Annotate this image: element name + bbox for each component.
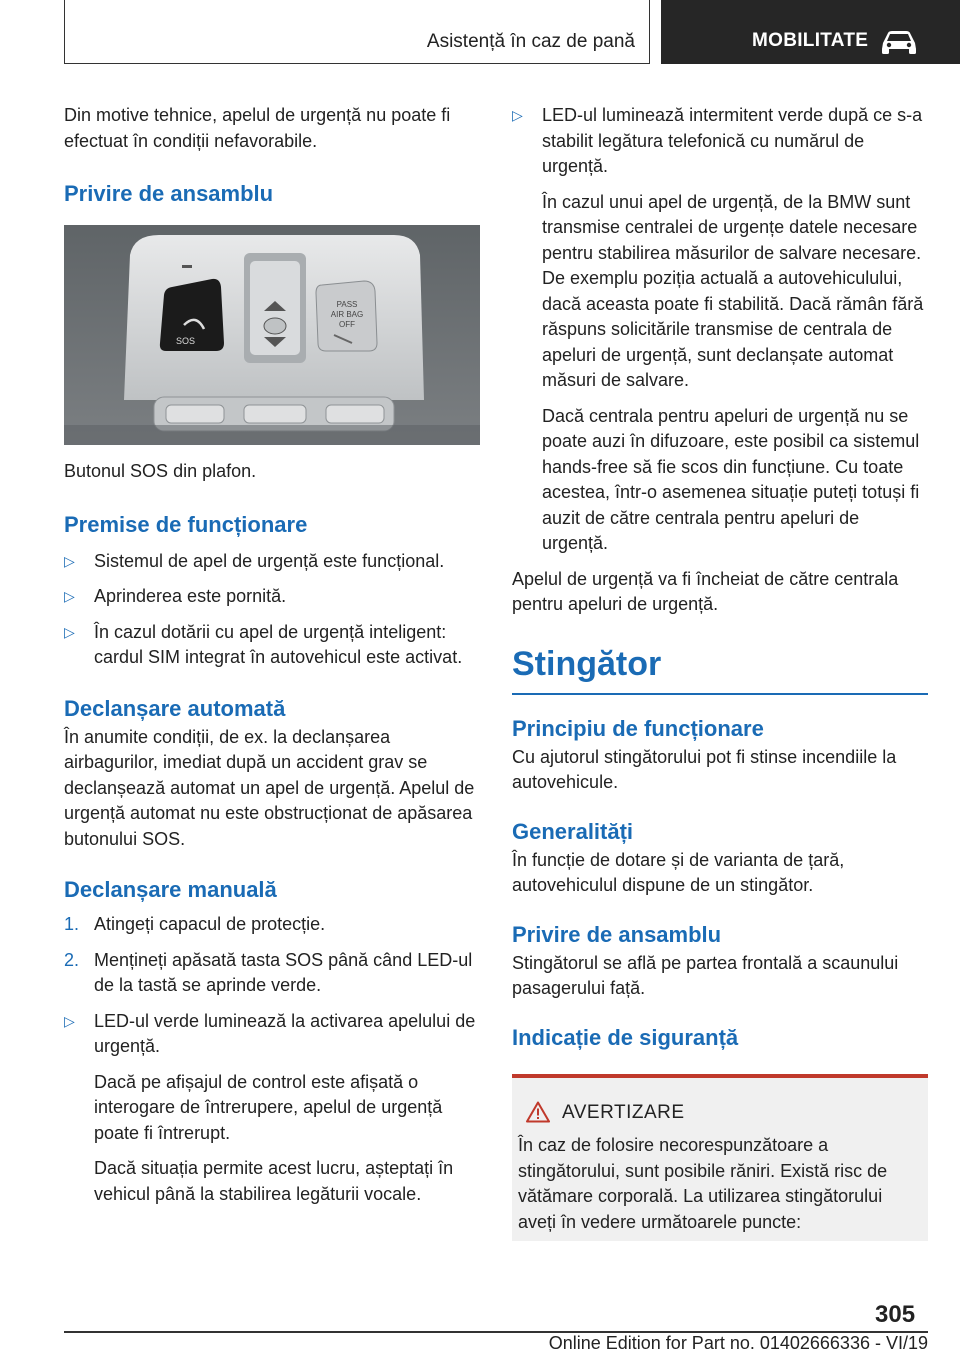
airbag-line-3: OFF xyxy=(339,320,355,329)
heading-principle: Principiu de funcționare xyxy=(512,715,764,741)
heading-rule xyxy=(512,693,928,695)
heading-safety: Indicație de siguranță xyxy=(512,1024,739,1050)
principle-text: Cu ajutorul stingătorului pot fi stinse incendiile la autovehicule. xyxy=(512,746,897,792)
indented-paragraph: În cazul unui apel de urgență, de la BMW sunt transmise centralei de urgențe datele necesare pentru stabilirea măsurilor de salvare necesare. De exemplu poziția actuală a autovehiculului, dacă aceasta poate fi stabilită. Dacă rămân fără răspuns solicitările transmise de centrala de apeluri de urgență, sunt declanșate automat măsuri de salvare. xyxy=(542,191,924,390)
heading-overview-2: Privire de ansamblu xyxy=(512,921,722,947)
page-number: 305 xyxy=(875,1301,916,1328)
airbag-line-1: PASS xyxy=(336,300,358,309)
list-item: ▷ Sistemul de apel de urgență este funcțional. xyxy=(64,549,480,575)
heading-extinguisher: Stingător xyxy=(512,644,662,683)
overview-2-text: Stingătorul se află pe partea frontală a scaunului pasagerului față. xyxy=(512,952,899,998)
header-category-label: MOBILITATE xyxy=(752,30,869,51)
indented-paragraph: Dacă situația permite acest lucru, așteptați în vehicul până la stabilirea legăturii vocale. xyxy=(94,1158,454,1204)
bullet-triangle-icon: ▷ xyxy=(64,623,75,640)
heading-general: Generalități xyxy=(512,818,634,844)
heading-manual-trigger: Declanșare manuală xyxy=(64,877,277,902)
prerequisites-list xyxy=(64,549,480,671)
indented-paragraph: Dacă pe afișajul de control este afișată o interogare de întrerupere, apelul de urgență poate fi întrerupt. xyxy=(94,1071,443,1143)
warning-title: AVERTIZARE xyxy=(562,1101,685,1123)
sos-button-label: SOS xyxy=(176,336,196,346)
heading-overview: Privire de ansamblu xyxy=(64,181,274,206)
bullet-triangle-icon: ▷ xyxy=(64,588,75,604)
warning-triangle-icon xyxy=(526,1101,550,1123)
header-category-box xyxy=(661,0,960,64)
car-icon xyxy=(879,29,919,55)
photo-caption: Butonul SOS din plafon. xyxy=(64,461,257,481)
bullet-triangle-icon: ▷ xyxy=(512,107,523,123)
heading-prerequisites: Premise de funcționare xyxy=(64,511,308,537)
list-item: ▷ Aprinderea este pornită. xyxy=(64,584,480,610)
list-item: ▷ LED-ul luminează intermitent verde după ce s-a stabilit legătura telefonică cu numărul de urgență. xyxy=(512,105,923,176)
list-item: 2. Mențineți apăsată tasta SOS până când LED-ul de la tastă se aprinde verde. xyxy=(64,949,473,995)
right-column xyxy=(512,103,928,1241)
general-text: În funcție de dotare și de varianta de țară, autovehiculul dispune de un stingător. xyxy=(512,849,845,895)
sos-ceiling-photo xyxy=(64,225,480,445)
manual-steps-list xyxy=(64,912,480,1207)
list-item: 1. Atingeți capacul de protecție. xyxy=(64,914,326,934)
bullet-triangle-icon: ▷ xyxy=(64,1012,75,1029)
intro-paragraph: Din motive tehnice, apelul de urgență nu poate fi efectuat în condiții nefavorabile. xyxy=(64,105,451,151)
header-section-title: Asistență în caz de pană xyxy=(426,31,635,52)
list-item: ▷ LED-ul verde luminează la activarea apelului de urgență. xyxy=(64,1010,476,1056)
call-end-text: Apelul de urgență va fi încheiat de către centrala pentru apeluri de urgență. xyxy=(512,568,899,614)
footer-edition: Online Edition for Part no. 01402666336 - VI/19 xyxy=(548,1333,928,1353)
airbag-line-2: AIR BAG xyxy=(330,310,364,319)
sos-console-illustration xyxy=(64,225,480,445)
warning-title-row xyxy=(518,1100,920,1126)
left-column xyxy=(64,103,480,1207)
list-item: ▷ În cazul dotării cu apel de urgență inteligent: cardul SIM integrat în autovehicul este activat. xyxy=(64,621,463,667)
heading-automatic-trigger: Declanșare automată xyxy=(64,695,286,721)
warning-box xyxy=(512,1074,928,1242)
automatic-trigger-text: În anumite condiții, de ex. la declanșarea airbagurilor, imediat după un accident grav se declanșează automat un apel de urgență. Apelul de urgență automat nu este obstrucționat de apăsarea butonului SOS. xyxy=(64,726,475,849)
warning-text: În caz de folosire necorespunzătoare a stingătorului, sunt posibile răniri. Există risc de vătămare corporală. La utilizarea stingătorului aveți în vedere următoarele puncte: xyxy=(518,1135,888,1232)
bullet-triangle-icon: ▷ xyxy=(64,552,75,569)
indented-paragraph: Dacă centrala pentru apeluri de urgență nu se poate auzi în difuzoare, este posibil ca sistemul hands-free să fie scos din funcțiune. Cu toate acestea, într-o asemenea situație puteți totuși fi auzit de către centrala pentru apeluri de urgență. xyxy=(542,405,920,553)
header-section-box xyxy=(64,0,650,64)
